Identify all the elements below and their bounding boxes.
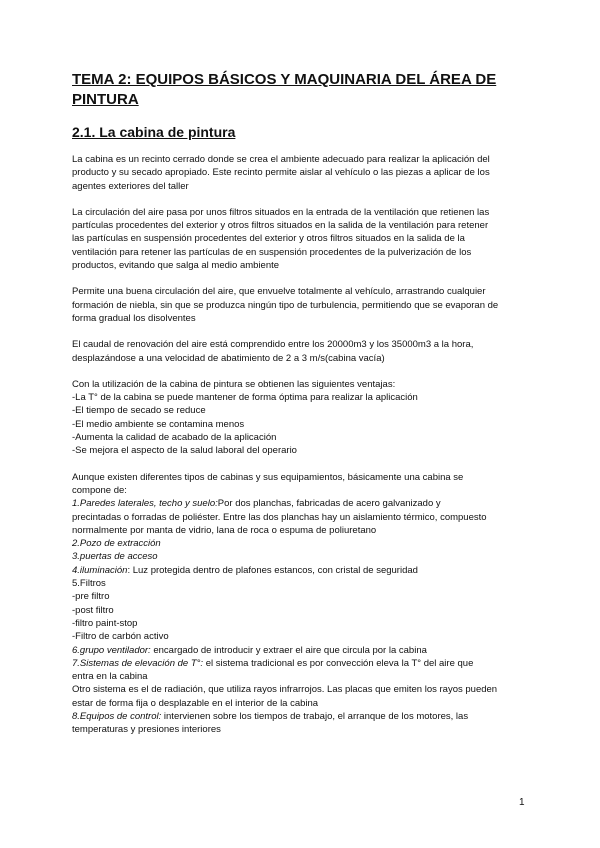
text-line: formación de niebla, sin que se produzca ningún tipo de turbulencia, permitiendo que se evaporan de: [72, 299, 499, 311]
list-item: [72, 657, 532, 670]
list-item: -Aumenta la calidad de acabado de la aplicación: [72, 432, 277, 444]
item-label: 6.grupo ventilador:: [72, 644, 151, 656]
list-item: 3.puertas de acceso: [72, 551, 158, 563]
list-item: [72, 564, 532, 577]
text-line: ventilación para retener las partículas de en suspensión procedentes de la pulverización de los: [72, 246, 472, 258]
text-line: desplazándose a una velocidad de abatimiento de 2 a 3 m/s(cabina vacía): [72, 352, 385, 364]
sub-item: -filtro paint-stop: [72, 617, 138, 629]
text-line: compone de:: [72, 484, 127, 496]
text-line: Aunque existen diferentes tipos de cabinas y sus equipamientos, básicamente una cabina se: [72, 471, 464, 483]
text-line: Permite una buena circulación del aire, que envuelve totalmente al vehículo, arrastrando cualquier: [72, 286, 486, 298]
section-heading: 2.1. La cabina de pintura: [72, 124, 236, 140]
list-item: -La T° de la cabina se puede mantener de forma óptima para realizar la aplicación: [72, 392, 418, 404]
document-body: [72, 153, 532, 737]
text-line: estar de forma fija o desplazable en el interior de la cabina: [72, 697, 319, 709]
list-item: [72, 644, 532, 657]
text-line: Otro sistema es el de radiación, que utiliza rayos infrarrojos. Las placas que emiten los rayos pueden: [72, 684, 498, 696]
item-label: 4.iluminación: [72, 564, 128, 576]
text-line: producto y su secado apropiado. Este recinto permite aislar al vehículo o las piezas a aplicar de los: [72, 167, 490, 179]
text-line: forma gradual los disolventes: [72, 312, 196, 324]
sub-item: -post filtro: [72, 604, 114, 616]
paragraph-2: [72, 206, 532, 272]
paragraph-1: [72, 153, 532, 193]
sub-item: -Filtro de carbón activo: [72, 631, 169, 643]
text-line: La cabina es un recinto cerrado donde se crea el ambiente adecuado para realizar la aplicación del: [72, 154, 490, 165]
text-line: El caudal de renovación del aire está comprendido entre los 20000m3 y los 35000m3 a la hora,: [72, 339, 474, 351]
text-line: La circulación del aire pasa por unos filtros situados en la entrada de la ventilación que retienen las: [72, 206, 490, 218]
text-line: entra en la cabina: [72, 671, 148, 683]
sub-item: -pre filtro: [72, 591, 110, 603]
item-label: 7.Sistemas de elevación de T°:: [72, 657, 204, 669]
list-item: -El medio ambiente se contamina menos: [72, 418, 245, 430]
page-number: 1: [519, 797, 525, 808]
components-list: [72, 471, 532, 737]
item-text: Por dos planchas, fabricadas de acero galvanizado y: [217, 498, 441, 510]
item-text: el sistema tradicional es por convección eleva la T° del aire que: [203, 657, 474, 669]
item-text: intervienen sobre los tiempos de trabajo, el arranque de los motores, las: [161, 710, 469, 722]
text-line: precintadas o forradas de poliéster. Entre las dos planchas hay un aislamiento térmico, compuesto: [72, 511, 487, 523]
text-line: normalmente por manta de vidrio, lana de roca o espuma de poliuretano: [72, 524, 377, 536]
item-text: : Luz protegida dentro de plafones estancos, con cristal de seguridad: [127, 564, 418, 576]
text-line: agentes exteriores del taller: [72, 180, 189, 192]
item-text: encargado de introducir y extraer el aire que circula por la cabina: [150, 644, 427, 656]
list-item: 5.Filtros: [72, 578, 106, 590]
list-item: -El tiempo de secado se reduce: [72, 405, 206, 417]
document-title: TEMA 2: EQUIPOS BÁSICOS Y MAQUINARIA DEL ÁREA DE PINTURA: [72, 71, 497, 108]
text-line: productos, evitando que salga al medio ambiente: [72, 260, 280, 272]
list-item: [72, 497, 532, 510]
list-item: 2.Pozo de extracción: [72, 538, 161, 550]
paragraph-3: [72, 285, 532, 325]
item-label: 8.Equipos de control:: [72, 710, 162, 722]
text-line: partículas procedentes del exterior y otros filtros situados en la salida de la ventilación para retener: [72, 220, 489, 232]
advantages-list: [72, 378, 532, 458]
text-line: temperaturas y presiones interiores: [72, 724, 221, 736]
list-item: [72, 710, 532, 723]
paragraph-4: [72, 338, 532, 365]
text-line: Con la utilización de la cabina de pintura se obtienen las siguientes ventajas:: [72, 378, 396, 390]
item-label: 1.Paredes laterales, techo y suelo:: [72, 498, 218, 510]
text-line: las partículas en suspensión procedentes del exterior y otros filtros situados en la salida de la: [72, 233, 465, 245]
list-item: -Se mejora el aspecto de la salud laboral del operario: [72, 445, 297, 457]
